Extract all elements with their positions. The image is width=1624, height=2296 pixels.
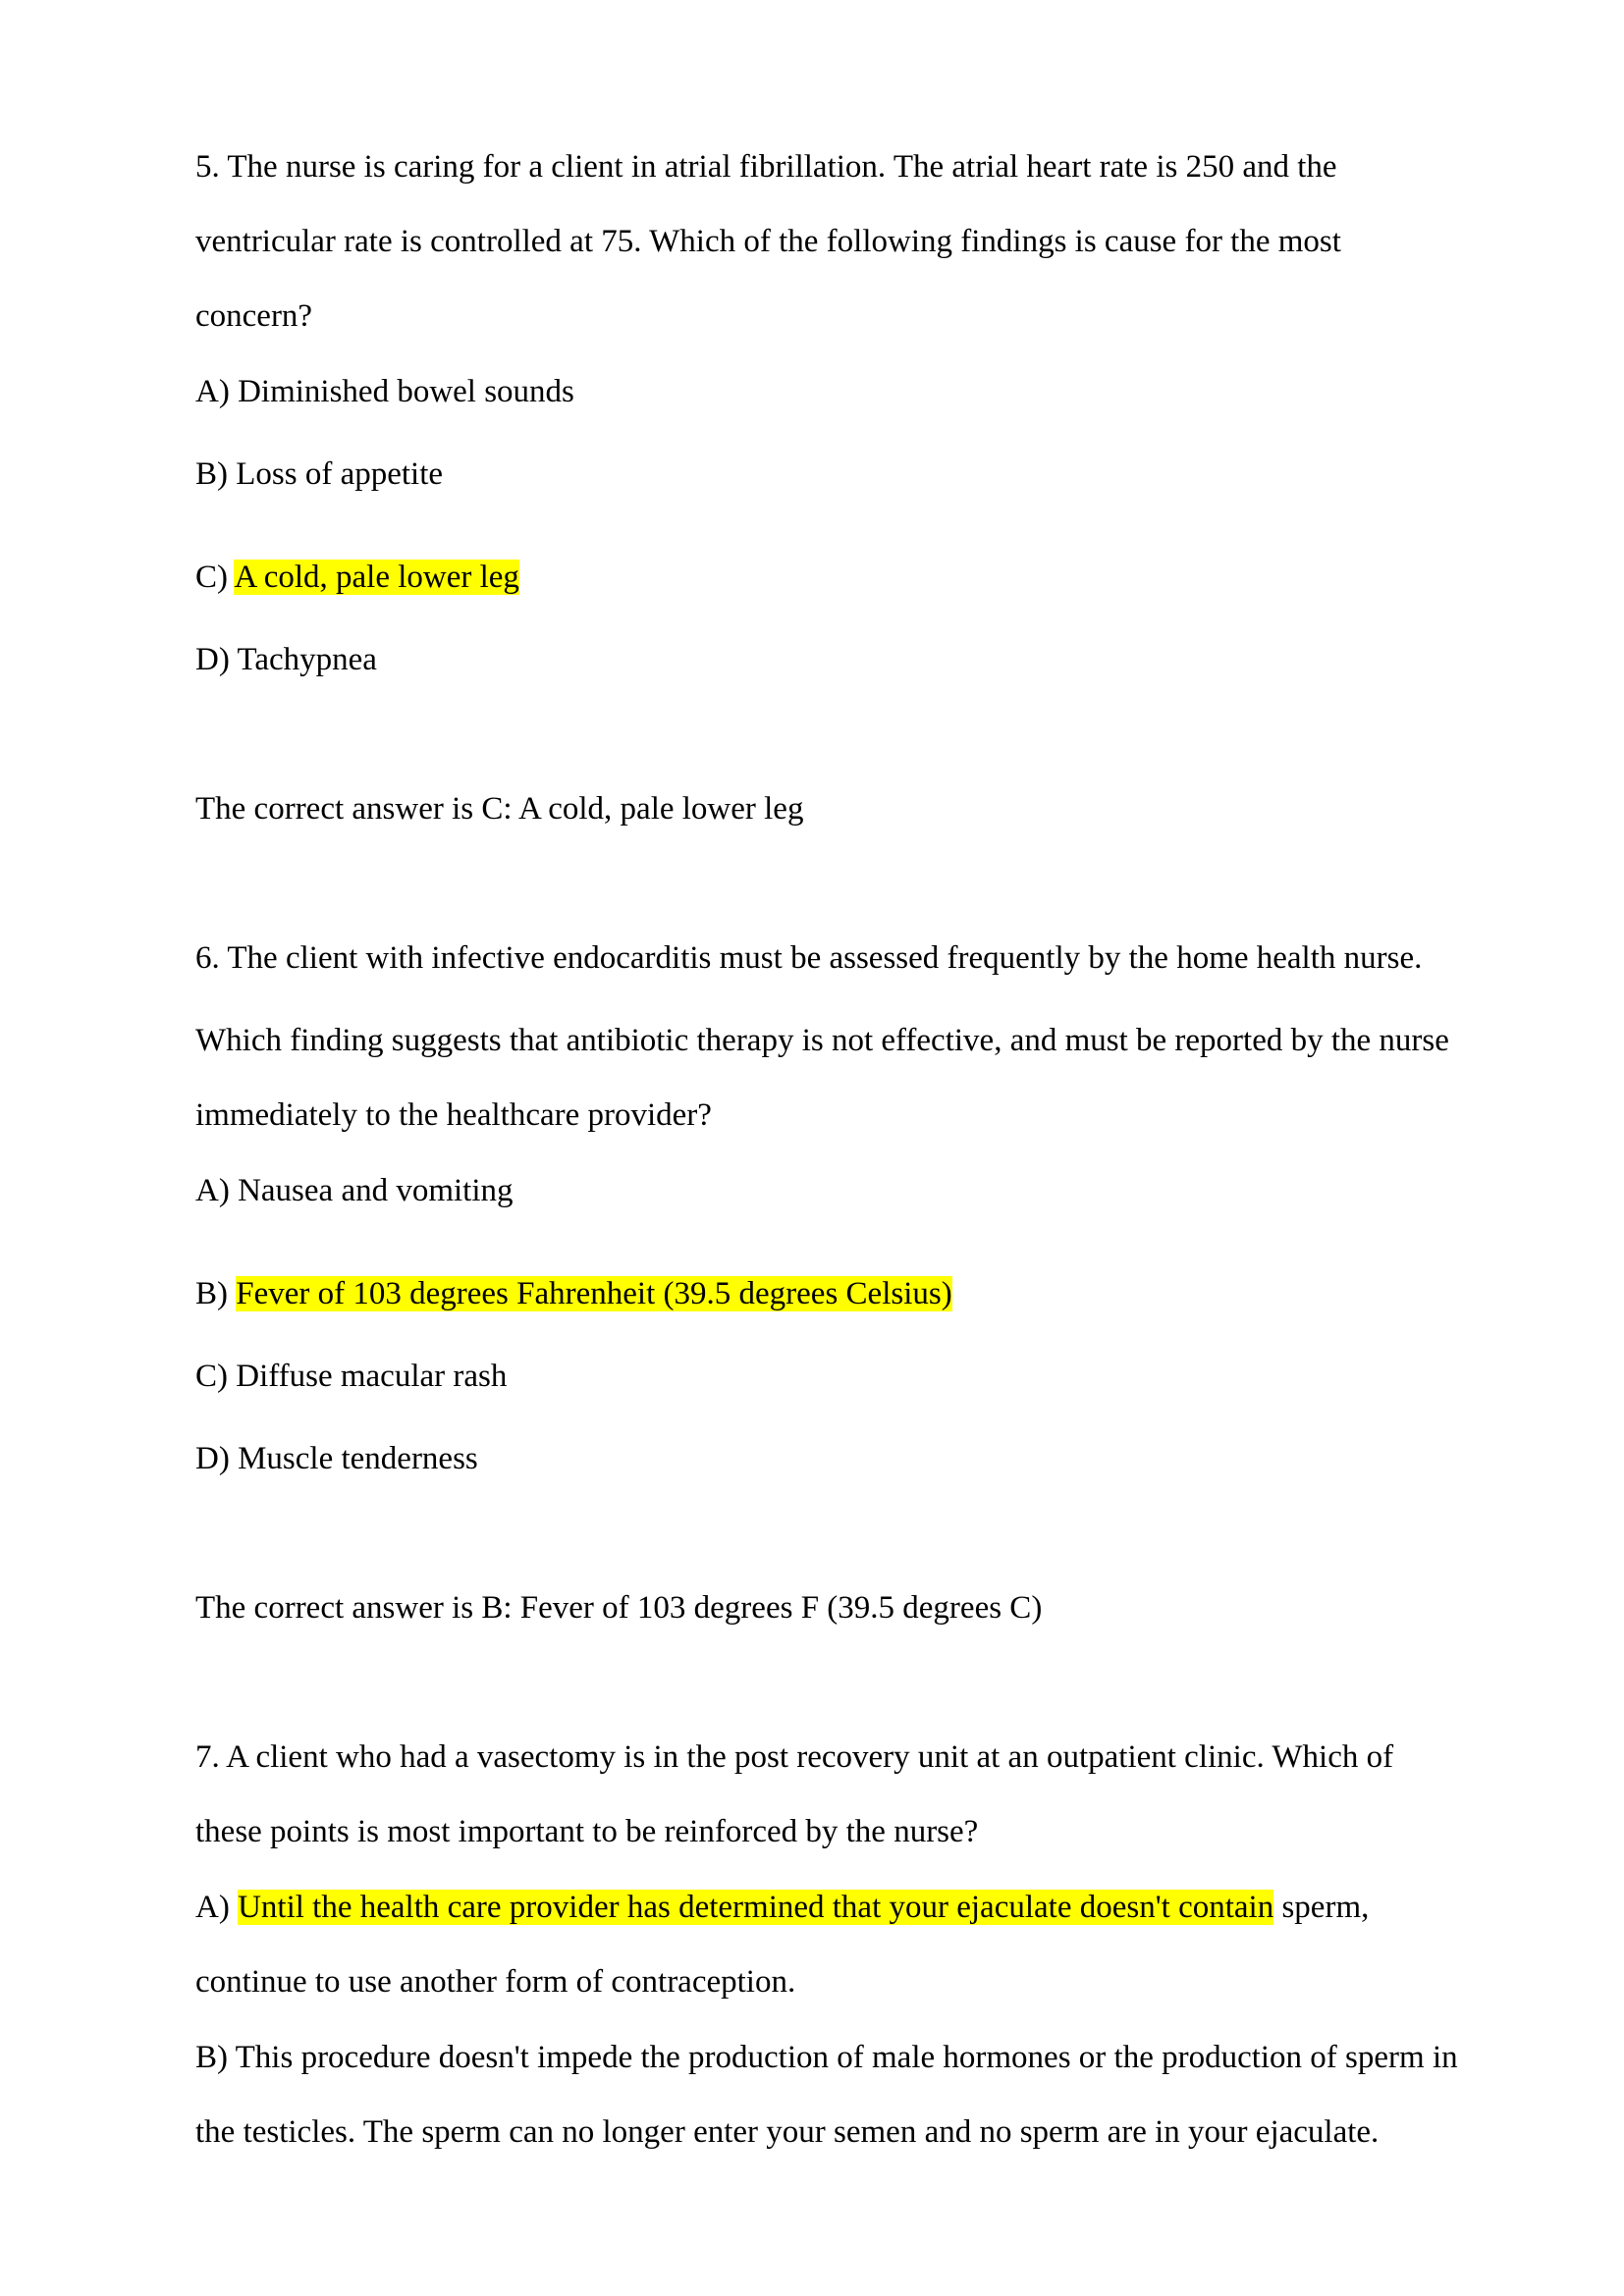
q5-option-a: A) Diminished bowel sounds	[195, 374, 574, 409]
q7-stem-line-1: 7. A client who had a vasectomy is in the post recovery unit at an outpatient clinic. Which of	[195, 1739, 1394, 1775]
q7-option-b-continuation: the testicles. The sperm can no longer enter your semen and no sperm are in your ejaculate.	[195, 2114, 1380, 2150]
q5-option-c: C) A cold, pale lower leg	[195, 560, 519, 595]
q5-highlighted-answer: A cold, pale lower leg	[234, 560, 519, 595]
q6-stem-line-3: immediately to the healthcare provider?	[195, 1097, 712, 1133]
q7-option-a-continuation: continue to use another form of contraception.	[195, 1964, 796, 2000]
q6-highlighted-answer: Fever of 103 degrees Fahrenheit (39.5 degrees Celsius)	[236, 1276, 952, 1311]
q7-highlighted-answer: Until the health care provider has determined that your ejaculate doesn't contain	[238, 1890, 1274, 1925]
q6-option-d: D) Muscle tenderness	[195, 1441, 478, 1476]
q5-stem-line-3: concern?	[195, 298, 313, 334]
q7-option-b: B) This procedure doesn't impede the production of male hormones or the production of sperm in	[195, 2040, 1458, 2075]
q5-correct-answer: The correct answer is C: A cold, pale lower leg	[195, 791, 804, 827]
q7-option-a: A) Until the health care provider has determined that your ejaculate doesn't contain sperm,	[195, 1890, 1370, 1925]
q6-correct-answer: The correct answer is B: Fever of 103 degrees F (39.5 degrees C)	[195, 1590, 1043, 1626]
q5-option-b: B) Loss of appetite	[195, 456, 444, 492]
q5-option-d: D) Tachypnea	[195, 642, 377, 677]
q6-stem-line-1: 6. The client with infective endocarditis must be assessed frequently by the home health nurse.	[195, 940, 1423, 976]
q6-option-a: A) Nausea and vomiting	[195, 1173, 514, 1208]
q7-stem-line-2: these points is most important to be reinforced by the nurse?	[195, 1814, 979, 1849]
q6-option-b: B) Fever of 103 degrees Fahrenheit (39.5 degrees Celsius)	[195, 1276, 952, 1311]
q6-stem-line-2: Which finding suggests that antibiotic therapy is not effective, and must be reported by the nurse	[195, 1023, 1449, 1058]
q5-stem-line-1: 5. The nurse is caring for a client in atrial fibrillation. The atrial heart rate is 250 and the	[195, 149, 1337, 185]
q5-stem-line-2: ventricular rate is controlled at 75. Which of the following findings is cause for the most	[195, 224, 1341, 259]
q6-option-c: C) Diffuse macular rash	[195, 1359, 508, 1394]
